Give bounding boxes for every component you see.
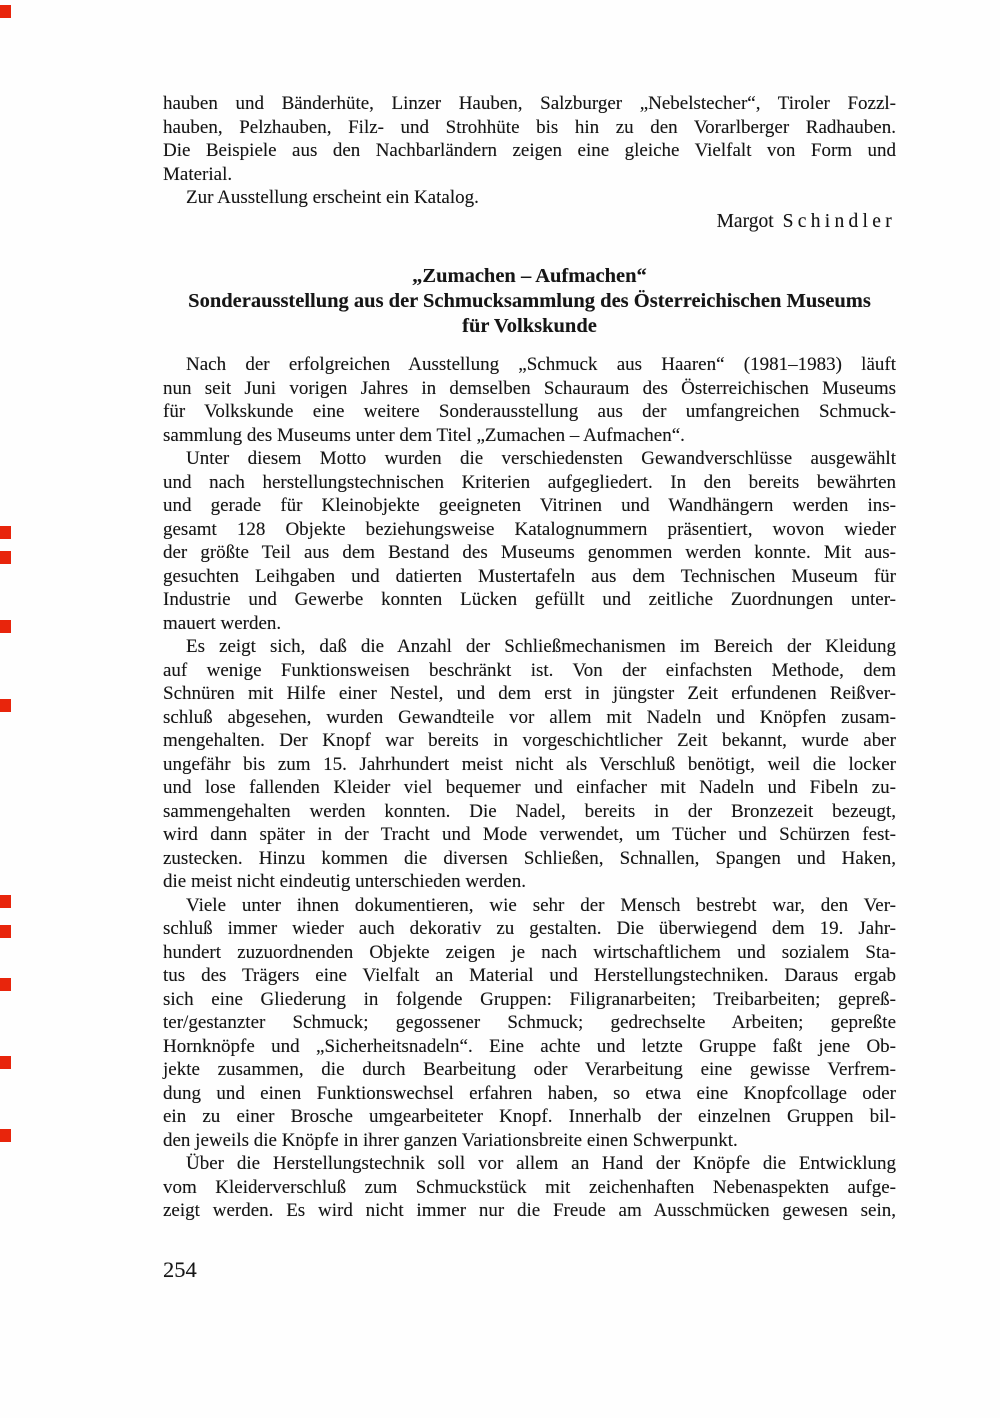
red-edge-mark (0, 699, 11, 712)
text-line: dung und einen Funktionswechsel erfahren haben, so etwa eine Knopfcollage oder (163, 1082, 896, 1104)
text-line: hauben, Pelzhauben, Filz- und Strohhüte bis hin zu den Vorarlberger Radhauben. (163, 116, 896, 138)
signature-last-name: Schindler (782, 210, 896, 232)
text-column (163, 92, 896, 1283)
text-line: ein zu einer Brosche umgearbeiteter Knopf. Innerhalb der einzelnen Gruppen bil- (163, 1106, 896, 1127)
text-line: gesuchten Leihgaben und datierten Mustertafeln aus dem Technischen Museum für (163, 565, 896, 587)
page-number: 254 (163, 1256, 197, 1282)
red-edge-mark (0, 895, 11, 908)
signature-line (163, 210, 896, 234)
text-line: Material. (163, 163, 233, 185)
text-line: zeigt werden. Es wird nicht immer nur die Freude am Ausschmücken gewesen sein, (163, 1200, 896, 1221)
catalog-note: Zur Ausstellung erscheint ein Katalog. (186, 187, 479, 208)
text-line: hundert zuzuordnenden Objekte zeigen je nach wirtschaftlichem und sozialem Sta- (163, 941, 896, 963)
red-edge-mark (0, 1129, 11, 1142)
text-line: schluß immer wieder auch dekorativ zu gestalten. Die überwiegend dem 19. Jahr- (163, 918, 896, 939)
text-line: Die Beispiele aus den Nachbarländern zeigen eine gleiche Vielfalt von Form und (163, 140, 896, 161)
article-subtitle-line1: Sonderausstellung aus der Schmucksammlung des Österreichischen Museums (188, 290, 871, 312)
red-edge-mark (0, 978, 11, 991)
article-subtitle-line2: für Volkskunde (462, 315, 597, 337)
text-line: und lose fallenden Kleider viel bequemer und einfacher mit Nadeln und Fibeln zu- (163, 777, 896, 798)
article-body (163, 353, 896, 1223)
text-line: und nach herstellungstechnischen Kriterien aufgegliedert. In den bereits bewährten (163, 471, 896, 493)
text-line: mauert werden. (163, 612, 282, 634)
text-line: ungefähr bis zum 15. Jahrhundert meist nicht als Verschluß benötigt, weil die locker (163, 753, 896, 775)
text-line: Es zeigt sich, daß die Anzahl der Schließmechanismen im Bereich der Kleidung (186, 636, 896, 657)
text-line: wird dann später in der Tracht und Mode verwendet, um Tücher und Schürzen fest- (163, 824, 896, 845)
text-line: zustecken. Hinzu kommen die diversen Schließen, Schnallen, Spangen und Haken, (163, 847, 896, 869)
text-line: auf wenige Funktionsweisen beschränkt ist. Von der einfachsten Methode, dem (163, 659, 896, 681)
text-line: den jeweils die Knöpfe in ihrer ganzen Variationsbreite einen Schwerpunkt. (163, 1129, 738, 1151)
red-edge-mark (0, 925, 11, 938)
text-line: jekte zusammen, die durch Bearbeitung oder Verarbeitung eine gewisse Verfrem- (163, 1059, 896, 1080)
text-line: ter/gestanzter Schmuck; gegossener Schmuck; gedrechselte Arbeiten; gepreßte (163, 1012, 896, 1033)
text-line: Viele unter ihnen dokumentieren, wie sehr der Mensch bestrebt war, den Ver- (186, 894, 896, 916)
red-edge-mark (0, 1056, 11, 1069)
text-line: Über die Herstellungstechnik soll vor allem an Hand der Knöpfe die Entwicklung (186, 1153, 896, 1174)
red-edge-mark (0, 551, 11, 564)
text-line: nun seit Juni vorigen Jahres in demselben Schauraum des Österreichischen Museums (163, 377, 896, 399)
red-edge-mark (0, 5, 11, 18)
text-line: Industrie und Gewerbe konnten Lücken gefüllt und zeitliche Zuordnungen unter- (163, 589, 896, 610)
text-line: Nach der erfolgreichen Ausstellung „Schmuck aus Haaren“ (1981–1983) läuft (186, 354, 896, 375)
text-line: Schnüren mit Hilfe einer Nestel, und dem erst in jüngster Zeit erfundenen Reißver- (163, 683, 896, 704)
text-line: die meist nicht eindeutig unterschieden werden. (163, 871, 526, 892)
text-line: der größte Teil aus dem Bestand des Museums genommen werden konnte. Mit aus- (163, 542, 896, 563)
text-line: sich eine Gliederung in folgende Gruppen: Filigranarbeiten; Treibarbeiten; gepreß- (163, 988, 896, 1010)
signature-first-name: Margot (716, 210, 774, 232)
article-title: „Zumachen – Aufmachen“ (412, 265, 647, 287)
text-line: tus des Trägers eine Vielfalt an Material und Herstellungstechniken. Daraus ergab (163, 965, 896, 986)
text-line: Hornknöpfe und „Sicherheitsnadeln“. Eine achte und letzte Gruppe faßt jene Ob- (163, 1035, 896, 1057)
text-line: vom Kleiderverschluß zum Schmuckstück mit zeichenhaften Nebenaspekten aufge- (163, 1176, 896, 1198)
red-edge-mark (0, 526, 11, 539)
text-line: sammlung des Museums unter dem Titel „Zumachen – Aufmachen“. (163, 424, 685, 446)
text-line: sammengehalten werden konnten. Die Nadel, bereits in der Bronzezeit bezeugt, (163, 800, 896, 822)
text-line: schluß abgesehen, wurden Gewandteile vor allem mit Nadeln und Knöpfen zusam- (163, 706, 896, 728)
text-line: hauben und Bänderhüte, Linzer Hauben, Salzburger „Nebelstecher“, Tiroler Fozzl- (163, 93, 896, 114)
red-edge-mark (0, 620, 11, 633)
text-line: und gerade für Kleinobjekte geeigneten Vitrinen und Wandhängern werden ins- (163, 495, 896, 516)
text-line: gesamt 128 Objekte beziehungsweise Katalognummern präsentiert, wovon wieder (163, 518, 896, 540)
article-heading (163, 264, 896, 339)
text-line: für Volkskunde eine weitere Sonderausstellung aus der umfangreichen Schmuck- (163, 401, 896, 422)
text-line: mengehalten. Der Knopf war bereits in vorgeschichtlicher Zeit bekannt, wurde aber (163, 730, 896, 751)
text-line: Unter diesem Motto wurden die verschiedensten Gewandverschlüsse ausgewählt (186, 448, 896, 469)
paragraph-continuation (163, 92, 896, 186)
